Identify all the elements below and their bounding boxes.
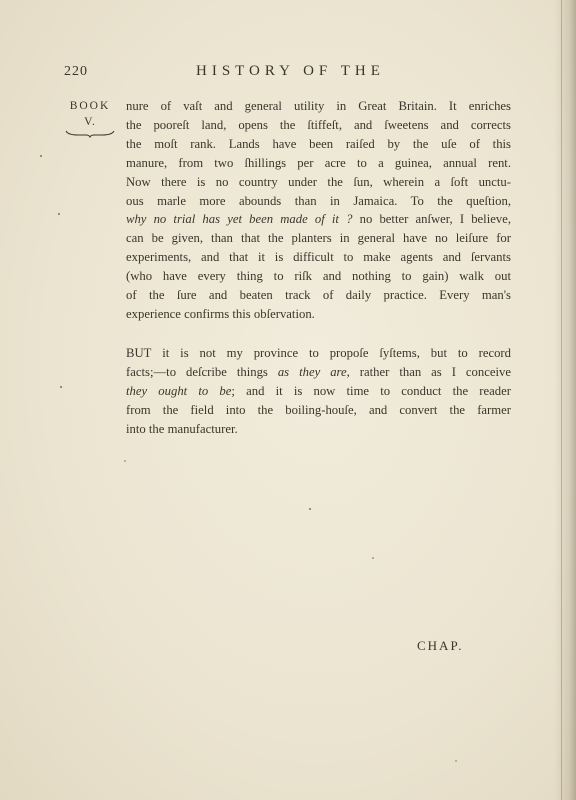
text-line: the pooreſt land, opens the ſtiffeſt, and ſweetens and corrects [126, 117, 511, 132]
text-line: why no trial has yet been made of it ? no better anſwer, I believe, [126, 212, 512, 227]
paper-speck [124, 460, 126, 462]
text-line: can be given, than that the planters in general have no leiſure for [126, 231, 511, 246]
text-line: ous marle more abounds than in Jamaica. To the queſtion, [126, 193, 511, 208]
paper-speck [60, 386, 62, 388]
brace-icon [64, 130, 116, 138]
text-line: they ought to be; and it is now time to conduct the reader [126, 383, 511, 398]
text-line: Now there is no country under the ſun, wherein a ſoft unctu- [126, 174, 511, 189]
text-line: BUT it is not my province to propoſe ſyſtems, but to record [126, 345, 511, 360]
text-line: manure, from two ſhillings per acre to a guinea, annual rent. [126, 155, 511, 170]
page-edge-line [561, 0, 562, 800]
paper-speck [455, 760, 457, 762]
catchword: CHAP. [417, 638, 464, 653]
text-line: nure of vaſt and general utility in Great Britain. It enriches [126, 99, 511, 113]
text-line: experiments, and that it is difficult to make agents and ſervants [126, 250, 511, 265]
paper-speck [40, 155, 42, 157]
page-edge-shadow [554, 0, 576, 800]
text-line: facts;—to deſcribe things as they are, rather than as I conceive [126, 364, 511, 379]
margin-book-note [62, 98, 118, 138]
text-line: (who have every thing to riſk and nothing to gain) walk out [126, 269, 511, 284]
text-line: of the ſure and beaten track of daily practice. Every man's [126, 288, 511, 303]
page-number: 220 [64, 64, 88, 79]
text-line: into the manufacturer. [126, 421, 238, 436]
text-line: experience confirms this obſervation. [126, 306, 315, 321]
body-text [126, 97, 511, 438]
paragraph-1 [126, 97, 511, 324]
paper-speck [58, 213, 60, 215]
book-label: BOOK [69, 100, 111, 112]
paper-speck [309, 508, 311, 510]
paragraph-gap [126, 324, 511, 344]
book-number: V. [84, 116, 96, 128]
paragraph-2 [126, 344, 511, 439]
paper-speck [372, 557, 374, 559]
text-line: the moſt rank. Lands have been raiſed by the uſe of this [126, 136, 511, 151]
running-title: HISTORY OF THE [196, 63, 385, 79]
text-line: from the field into the boiling-houſe, and convert the farmer [126, 402, 511, 417]
